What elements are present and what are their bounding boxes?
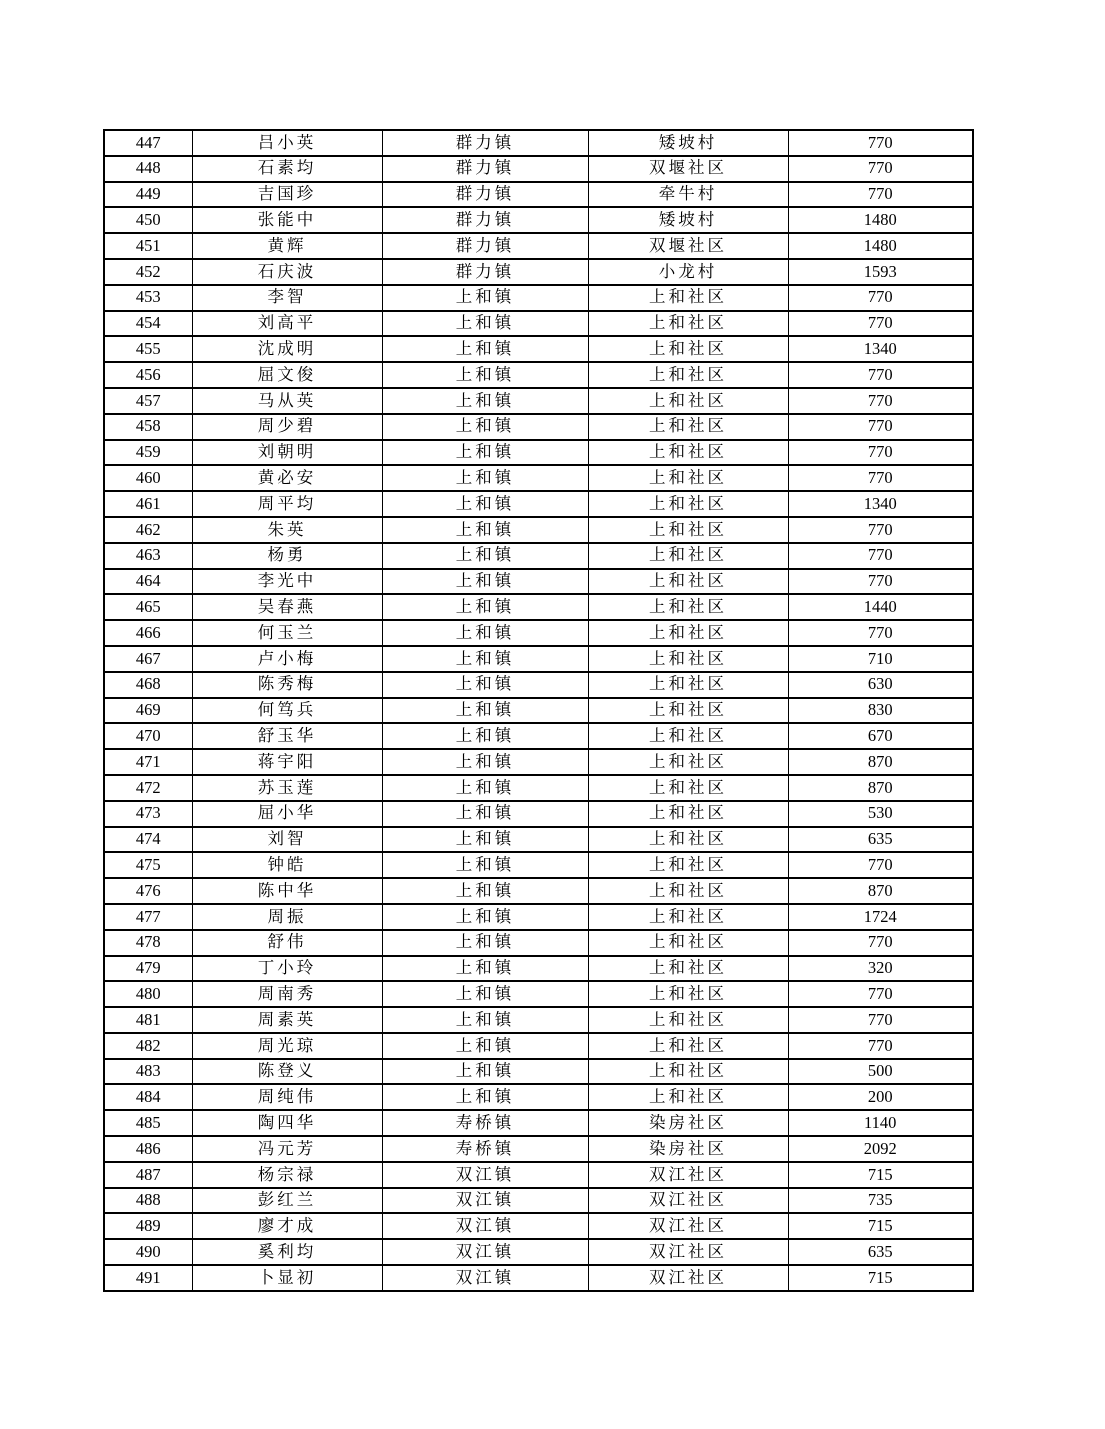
cell-village: 双江社区 bbox=[588, 1239, 788, 1265]
cell-amount: 770 bbox=[788, 930, 973, 956]
cell-name: 黄必安 bbox=[192, 465, 382, 491]
cell-village: 上和社区 bbox=[588, 465, 788, 491]
cell-index: 476 bbox=[104, 878, 192, 904]
table-row bbox=[104, 1136, 973, 1162]
cell-amount: 670 bbox=[788, 723, 973, 749]
cell-index: 448 bbox=[104, 156, 192, 182]
cell-town: 上和镇 bbox=[382, 465, 588, 491]
cell-name: 石素均 bbox=[192, 156, 382, 182]
table-row bbox=[104, 878, 973, 904]
cell-town: 上和镇 bbox=[382, 491, 588, 517]
table-row bbox=[104, 362, 973, 388]
table-row bbox=[104, 517, 973, 543]
cell-amount: 870 bbox=[788, 878, 973, 904]
cell-name: 周南秀 bbox=[192, 981, 382, 1007]
cell-name: 丁小玲 bbox=[192, 956, 382, 982]
cell-amount: 1593 bbox=[788, 259, 973, 285]
cell-town: 群力镇 bbox=[382, 207, 588, 233]
cell-amount: 1440 bbox=[788, 594, 973, 620]
cell-village: 上和社区 bbox=[588, 981, 788, 1007]
table-row bbox=[104, 233, 973, 259]
cell-amount: 1480 bbox=[788, 207, 973, 233]
cell-village: 上和社区 bbox=[588, 1084, 788, 1110]
cell-town: 上和镇 bbox=[382, 517, 588, 543]
cell-index: 482 bbox=[104, 1033, 192, 1059]
table-row bbox=[104, 1162, 973, 1188]
cell-amount: 770 bbox=[788, 311, 973, 337]
cell-amount: 770 bbox=[788, 852, 973, 878]
cell-village: 上和社区 bbox=[588, 723, 788, 749]
cell-amount: 770 bbox=[788, 543, 973, 569]
table-row bbox=[104, 1239, 973, 1265]
cell-amount: 770 bbox=[788, 981, 973, 1007]
cell-town: 寿桥镇 bbox=[382, 1136, 588, 1162]
cell-town: 上和镇 bbox=[382, 543, 588, 569]
cell-index: 481 bbox=[104, 1007, 192, 1033]
table-row bbox=[104, 852, 973, 878]
cell-index: 475 bbox=[104, 852, 192, 878]
cell-amount: 1480 bbox=[788, 233, 973, 259]
cell-village: 上和社区 bbox=[588, 388, 788, 414]
cell-town: 上和镇 bbox=[382, 336, 588, 362]
cell-amount: 770 bbox=[788, 620, 973, 646]
table-row bbox=[104, 1265, 973, 1291]
cell-index: 458 bbox=[104, 414, 192, 440]
cell-amount: 830 bbox=[788, 698, 973, 724]
cell-town: 双江镇 bbox=[382, 1213, 588, 1239]
cell-village: 上和社区 bbox=[588, 569, 788, 595]
cell-index: 447 bbox=[104, 130, 192, 156]
table-row bbox=[104, 646, 973, 672]
cell-name: 李光中 bbox=[192, 569, 382, 595]
cell-name: 卜显初 bbox=[192, 1265, 382, 1291]
cell-index: 485 bbox=[104, 1110, 192, 1136]
cell-village: 上和社区 bbox=[588, 672, 788, 698]
cell-name: 钟皓 bbox=[192, 852, 382, 878]
cell-village: 上和社区 bbox=[588, 956, 788, 982]
cell-town: 上和镇 bbox=[382, 1033, 588, 1059]
cell-village: 上和社区 bbox=[588, 1033, 788, 1059]
cell-name: 周少碧 bbox=[192, 414, 382, 440]
cell-index: 464 bbox=[104, 569, 192, 595]
cell-town: 群力镇 bbox=[382, 233, 588, 259]
cell-amount: 710 bbox=[788, 646, 973, 672]
table-row bbox=[104, 594, 973, 620]
table-row bbox=[104, 285, 973, 311]
cell-name: 黄辉 bbox=[192, 233, 382, 259]
cell-town: 上和镇 bbox=[382, 775, 588, 801]
table-row bbox=[104, 672, 973, 698]
cell-index: 453 bbox=[104, 285, 192, 311]
cell-village: 上和社区 bbox=[588, 285, 788, 311]
table-row bbox=[104, 440, 973, 466]
cell-index: 455 bbox=[104, 336, 192, 362]
cell-town: 双江镇 bbox=[382, 1239, 588, 1265]
cell-index: 459 bbox=[104, 440, 192, 466]
cell-index: 490 bbox=[104, 1239, 192, 1265]
cell-amount: 715 bbox=[788, 1162, 973, 1188]
table-row bbox=[104, 698, 973, 724]
cell-name: 周纯伟 bbox=[192, 1084, 382, 1110]
cell-amount: 770 bbox=[788, 465, 973, 491]
table-row bbox=[104, 1213, 973, 1239]
cell-index: 484 bbox=[104, 1084, 192, 1110]
cell-name: 马从英 bbox=[192, 388, 382, 414]
cell-town: 寿桥镇 bbox=[382, 1110, 588, 1136]
cell-village: 上和社区 bbox=[588, 517, 788, 543]
cell-village: 双江社区 bbox=[588, 1265, 788, 1291]
table-row bbox=[104, 259, 973, 285]
cell-name: 廖才成 bbox=[192, 1213, 382, 1239]
cell-name: 刘高平 bbox=[192, 311, 382, 337]
cell-village: 双堰社区 bbox=[588, 233, 788, 259]
table-row bbox=[104, 904, 973, 930]
cell-town: 上和镇 bbox=[382, 620, 588, 646]
cell-name: 沈成明 bbox=[192, 336, 382, 362]
cell-index: 451 bbox=[104, 233, 192, 259]
table-row bbox=[104, 414, 973, 440]
cell-index: 474 bbox=[104, 827, 192, 853]
cell-town: 上和镇 bbox=[382, 1084, 588, 1110]
cell-town: 群力镇 bbox=[382, 130, 588, 156]
table-row bbox=[104, 1110, 973, 1136]
cell-index: 460 bbox=[104, 465, 192, 491]
cell-town: 上和镇 bbox=[382, 646, 588, 672]
cell-amount: 770 bbox=[788, 388, 973, 414]
cell-amount: 735 bbox=[788, 1188, 973, 1214]
cell-amount: 1340 bbox=[788, 491, 973, 517]
table-row bbox=[104, 827, 973, 853]
cell-amount: 635 bbox=[788, 1239, 973, 1265]
cell-village: 双堰社区 bbox=[588, 156, 788, 182]
cell-name: 陈秀梅 bbox=[192, 672, 382, 698]
table-row bbox=[104, 749, 973, 775]
cell-village: 上和社区 bbox=[588, 775, 788, 801]
cell-town: 上和镇 bbox=[382, 569, 588, 595]
table-row bbox=[104, 981, 973, 1007]
cell-town: 上和镇 bbox=[382, 1059, 588, 1085]
cell-town: 双江镇 bbox=[382, 1188, 588, 1214]
cell-town: 上和镇 bbox=[382, 801, 588, 827]
cell-amount: 715 bbox=[788, 1213, 973, 1239]
cell-amount: 770 bbox=[788, 440, 973, 466]
cell-amount: 770 bbox=[788, 569, 973, 595]
cell-index: 487 bbox=[104, 1162, 192, 1188]
table-row bbox=[104, 311, 973, 337]
cell-town: 上和镇 bbox=[382, 440, 588, 466]
cell-amount: 870 bbox=[788, 775, 973, 801]
cell-name: 陈登义 bbox=[192, 1059, 382, 1085]
cell-index: 479 bbox=[104, 956, 192, 982]
cell-index: 456 bbox=[104, 362, 192, 388]
table-row bbox=[104, 543, 973, 569]
cell-village: 小龙村 bbox=[588, 259, 788, 285]
cell-name: 周光琼 bbox=[192, 1033, 382, 1059]
cell-name: 陶四华 bbox=[192, 1110, 382, 1136]
table-row bbox=[104, 207, 973, 233]
cell-index: 457 bbox=[104, 388, 192, 414]
cell-village: 上和社区 bbox=[588, 904, 788, 930]
cell-amount: 500 bbox=[788, 1059, 973, 1085]
cell-town: 上和镇 bbox=[382, 749, 588, 775]
cell-town: 双江镇 bbox=[382, 1265, 588, 1291]
cell-index: 471 bbox=[104, 749, 192, 775]
cell-index: 461 bbox=[104, 491, 192, 517]
table-row bbox=[104, 569, 973, 595]
table-body bbox=[104, 130, 973, 1291]
table-row bbox=[104, 1059, 973, 1085]
cell-village: 上和社区 bbox=[588, 543, 788, 569]
cell-town: 上和镇 bbox=[382, 904, 588, 930]
cell-amount: 770 bbox=[788, 130, 973, 156]
cell-amount: 635 bbox=[788, 827, 973, 853]
cell-amount: 200 bbox=[788, 1084, 973, 1110]
cell-town: 上和镇 bbox=[382, 285, 588, 311]
cell-name: 舒玉华 bbox=[192, 723, 382, 749]
table-row bbox=[104, 336, 973, 362]
cell-village: 双江社区 bbox=[588, 1162, 788, 1188]
cell-index: 465 bbox=[104, 594, 192, 620]
table-row bbox=[104, 491, 973, 517]
cell-town: 上和镇 bbox=[382, 311, 588, 337]
cell-name: 何玉兰 bbox=[192, 620, 382, 646]
cell-name: 蒋宇阳 bbox=[192, 749, 382, 775]
cell-village: 上和社区 bbox=[588, 1007, 788, 1033]
cell-index: 480 bbox=[104, 981, 192, 1007]
cell-name: 吴春燕 bbox=[192, 594, 382, 620]
cell-town: 上和镇 bbox=[382, 594, 588, 620]
cell-village: 上和社区 bbox=[588, 620, 788, 646]
cell-town: 群力镇 bbox=[382, 259, 588, 285]
cell-village: 上和社区 bbox=[588, 878, 788, 904]
cell-name: 卢小梅 bbox=[192, 646, 382, 672]
cell-index: 454 bbox=[104, 311, 192, 337]
cell-amount: 1340 bbox=[788, 336, 973, 362]
table-row bbox=[104, 1033, 973, 1059]
cell-amount: 770 bbox=[788, 1033, 973, 1059]
cell-index: 488 bbox=[104, 1188, 192, 1214]
table-row bbox=[104, 775, 973, 801]
cell-village: 上和社区 bbox=[588, 311, 788, 337]
cell-name: 周振 bbox=[192, 904, 382, 930]
cell-village: 上和社区 bbox=[588, 594, 788, 620]
cell-index: 466 bbox=[104, 620, 192, 646]
table-row bbox=[104, 1007, 973, 1033]
cell-village: 上和社区 bbox=[588, 1059, 788, 1085]
cell-town: 上和镇 bbox=[382, 878, 588, 904]
cell-amount: 770 bbox=[788, 1007, 973, 1033]
cell-village: 上和社区 bbox=[588, 491, 788, 517]
table-row bbox=[104, 156, 973, 182]
cell-amount: 2092 bbox=[788, 1136, 973, 1162]
cell-name: 苏玉莲 bbox=[192, 775, 382, 801]
cell-village: 上和社区 bbox=[588, 827, 788, 853]
cell-town: 上和镇 bbox=[382, 362, 588, 388]
cell-village: 牵牛村 bbox=[588, 182, 788, 208]
cell-village: 上和社区 bbox=[588, 440, 788, 466]
table-row bbox=[104, 620, 973, 646]
cell-village: 矮坡村 bbox=[588, 130, 788, 156]
cell-index: 477 bbox=[104, 904, 192, 930]
cell-town: 上和镇 bbox=[382, 852, 588, 878]
cell-name: 周素英 bbox=[192, 1007, 382, 1033]
cell-name: 奚利均 bbox=[192, 1239, 382, 1265]
cell-name: 彭红兰 bbox=[192, 1188, 382, 1214]
cell-name: 周平均 bbox=[192, 491, 382, 517]
cell-village: 上和社区 bbox=[588, 362, 788, 388]
cell-index: 489 bbox=[104, 1213, 192, 1239]
table-row bbox=[104, 1084, 973, 1110]
cell-index: 450 bbox=[104, 207, 192, 233]
cell-amount: 770 bbox=[788, 362, 973, 388]
cell-index: 462 bbox=[104, 517, 192, 543]
cell-index: 473 bbox=[104, 801, 192, 827]
cell-index: 468 bbox=[104, 672, 192, 698]
cell-town: 上和镇 bbox=[382, 388, 588, 414]
data-table bbox=[103, 129, 974, 1292]
cell-village: 上和社区 bbox=[588, 646, 788, 672]
cell-index: 472 bbox=[104, 775, 192, 801]
cell-name: 屈小华 bbox=[192, 801, 382, 827]
cell-town: 上和镇 bbox=[382, 414, 588, 440]
cell-index: 469 bbox=[104, 698, 192, 724]
cell-index: 486 bbox=[104, 1136, 192, 1162]
cell-name: 冯元芳 bbox=[192, 1136, 382, 1162]
cell-village: 上和社区 bbox=[588, 852, 788, 878]
cell-village: 染房社区 bbox=[588, 1136, 788, 1162]
cell-index: 491 bbox=[104, 1265, 192, 1291]
cell-name: 陈中华 bbox=[192, 878, 382, 904]
table-row bbox=[104, 723, 973, 749]
cell-index: 470 bbox=[104, 723, 192, 749]
cell-name: 吉国珍 bbox=[192, 182, 382, 208]
cell-name: 屈文俊 bbox=[192, 362, 382, 388]
cell-index: 483 bbox=[104, 1059, 192, 1085]
cell-village: 双江社区 bbox=[588, 1213, 788, 1239]
cell-village: 上和社区 bbox=[588, 749, 788, 775]
table-row bbox=[104, 1188, 973, 1214]
cell-name: 刘智 bbox=[192, 827, 382, 853]
cell-town: 群力镇 bbox=[382, 156, 588, 182]
cell-amount: 770 bbox=[788, 414, 973, 440]
table-row bbox=[104, 465, 973, 491]
cell-amount: 770 bbox=[788, 182, 973, 208]
table-row bbox=[104, 130, 973, 156]
cell-town: 上和镇 bbox=[382, 981, 588, 1007]
cell-town: 上和镇 bbox=[382, 827, 588, 853]
table-row bbox=[104, 182, 973, 208]
cell-amount: 1724 bbox=[788, 904, 973, 930]
cell-amount: 1140 bbox=[788, 1110, 973, 1136]
cell-amount: 870 bbox=[788, 749, 973, 775]
cell-village: 上和社区 bbox=[588, 414, 788, 440]
cell-village: 双江社区 bbox=[588, 1188, 788, 1214]
cell-index: 452 bbox=[104, 259, 192, 285]
table-row bbox=[104, 956, 973, 982]
cell-name: 杨宗禄 bbox=[192, 1162, 382, 1188]
cell-name: 吕小英 bbox=[192, 130, 382, 156]
cell-village: 染房社区 bbox=[588, 1110, 788, 1136]
cell-index: 449 bbox=[104, 182, 192, 208]
cell-name: 李智 bbox=[192, 285, 382, 311]
table-row bbox=[104, 388, 973, 414]
cell-name: 朱英 bbox=[192, 517, 382, 543]
cell-town: 上和镇 bbox=[382, 956, 588, 982]
cell-amount: 715 bbox=[788, 1265, 973, 1291]
cell-amount: 630 bbox=[788, 672, 973, 698]
cell-town: 上和镇 bbox=[382, 1007, 588, 1033]
cell-amount: 320 bbox=[788, 956, 973, 982]
cell-index: 478 bbox=[104, 930, 192, 956]
cell-amount: 770 bbox=[788, 285, 973, 311]
cell-name: 刘朝明 bbox=[192, 440, 382, 466]
cell-town: 上和镇 bbox=[382, 723, 588, 749]
cell-village: 上和社区 bbox=[588, 930, 788, 956]
cell-town: 上和镇 bbox=[382, 930, 588, 956]
cell-name: 何笃兵 bbox=[192, 698, 382, 724]
cell-index: 463 bbox=[104, 543, 192, 569]
cell-amount: 770 bbox=[788, 517, 973, 543]
cell-village: 矮坡村 bbox=[588, 207, 788, 233]
cell-town: 群力镇 bbox=[382, 182, 588, 208]
cell-town: 双江镇 bbox=[382, 1162, 588, 1188]
cell-name: 舒伟 bbox=[192, 930, 382, 956]
cell-amount: 770 bbox=[788, 156, 973, 182]
cell-village: 上和社区 bbox=[588, 336, 788, 362]
cell-amount: 530 bbox=[788, 801, 973, 827]
cell-town: 上和镇 bbox=[382, 672, 588, 698]
cell-name: 张能中 bbox=[192, 207, 382, 233]
cell-index: 467 bbox=[104, 646, 192, 672]
cell-name: 杨勇 bbox=[192, 543, 382, 569]
table-row bbox=[104, 801, 973, 827]
cell-village: 上和社区 bbox=[588, 801, 788, 827]
cell-town: 上和镇 bbox=[382, 698, 588, 724]
cell-name: 石庆波 bbox=[192, 259, 382, 285]
cell-village: 上和社区 bbox=[588, 698, 788, 724]
table-row bbox=[104, 930, 973, 956]
